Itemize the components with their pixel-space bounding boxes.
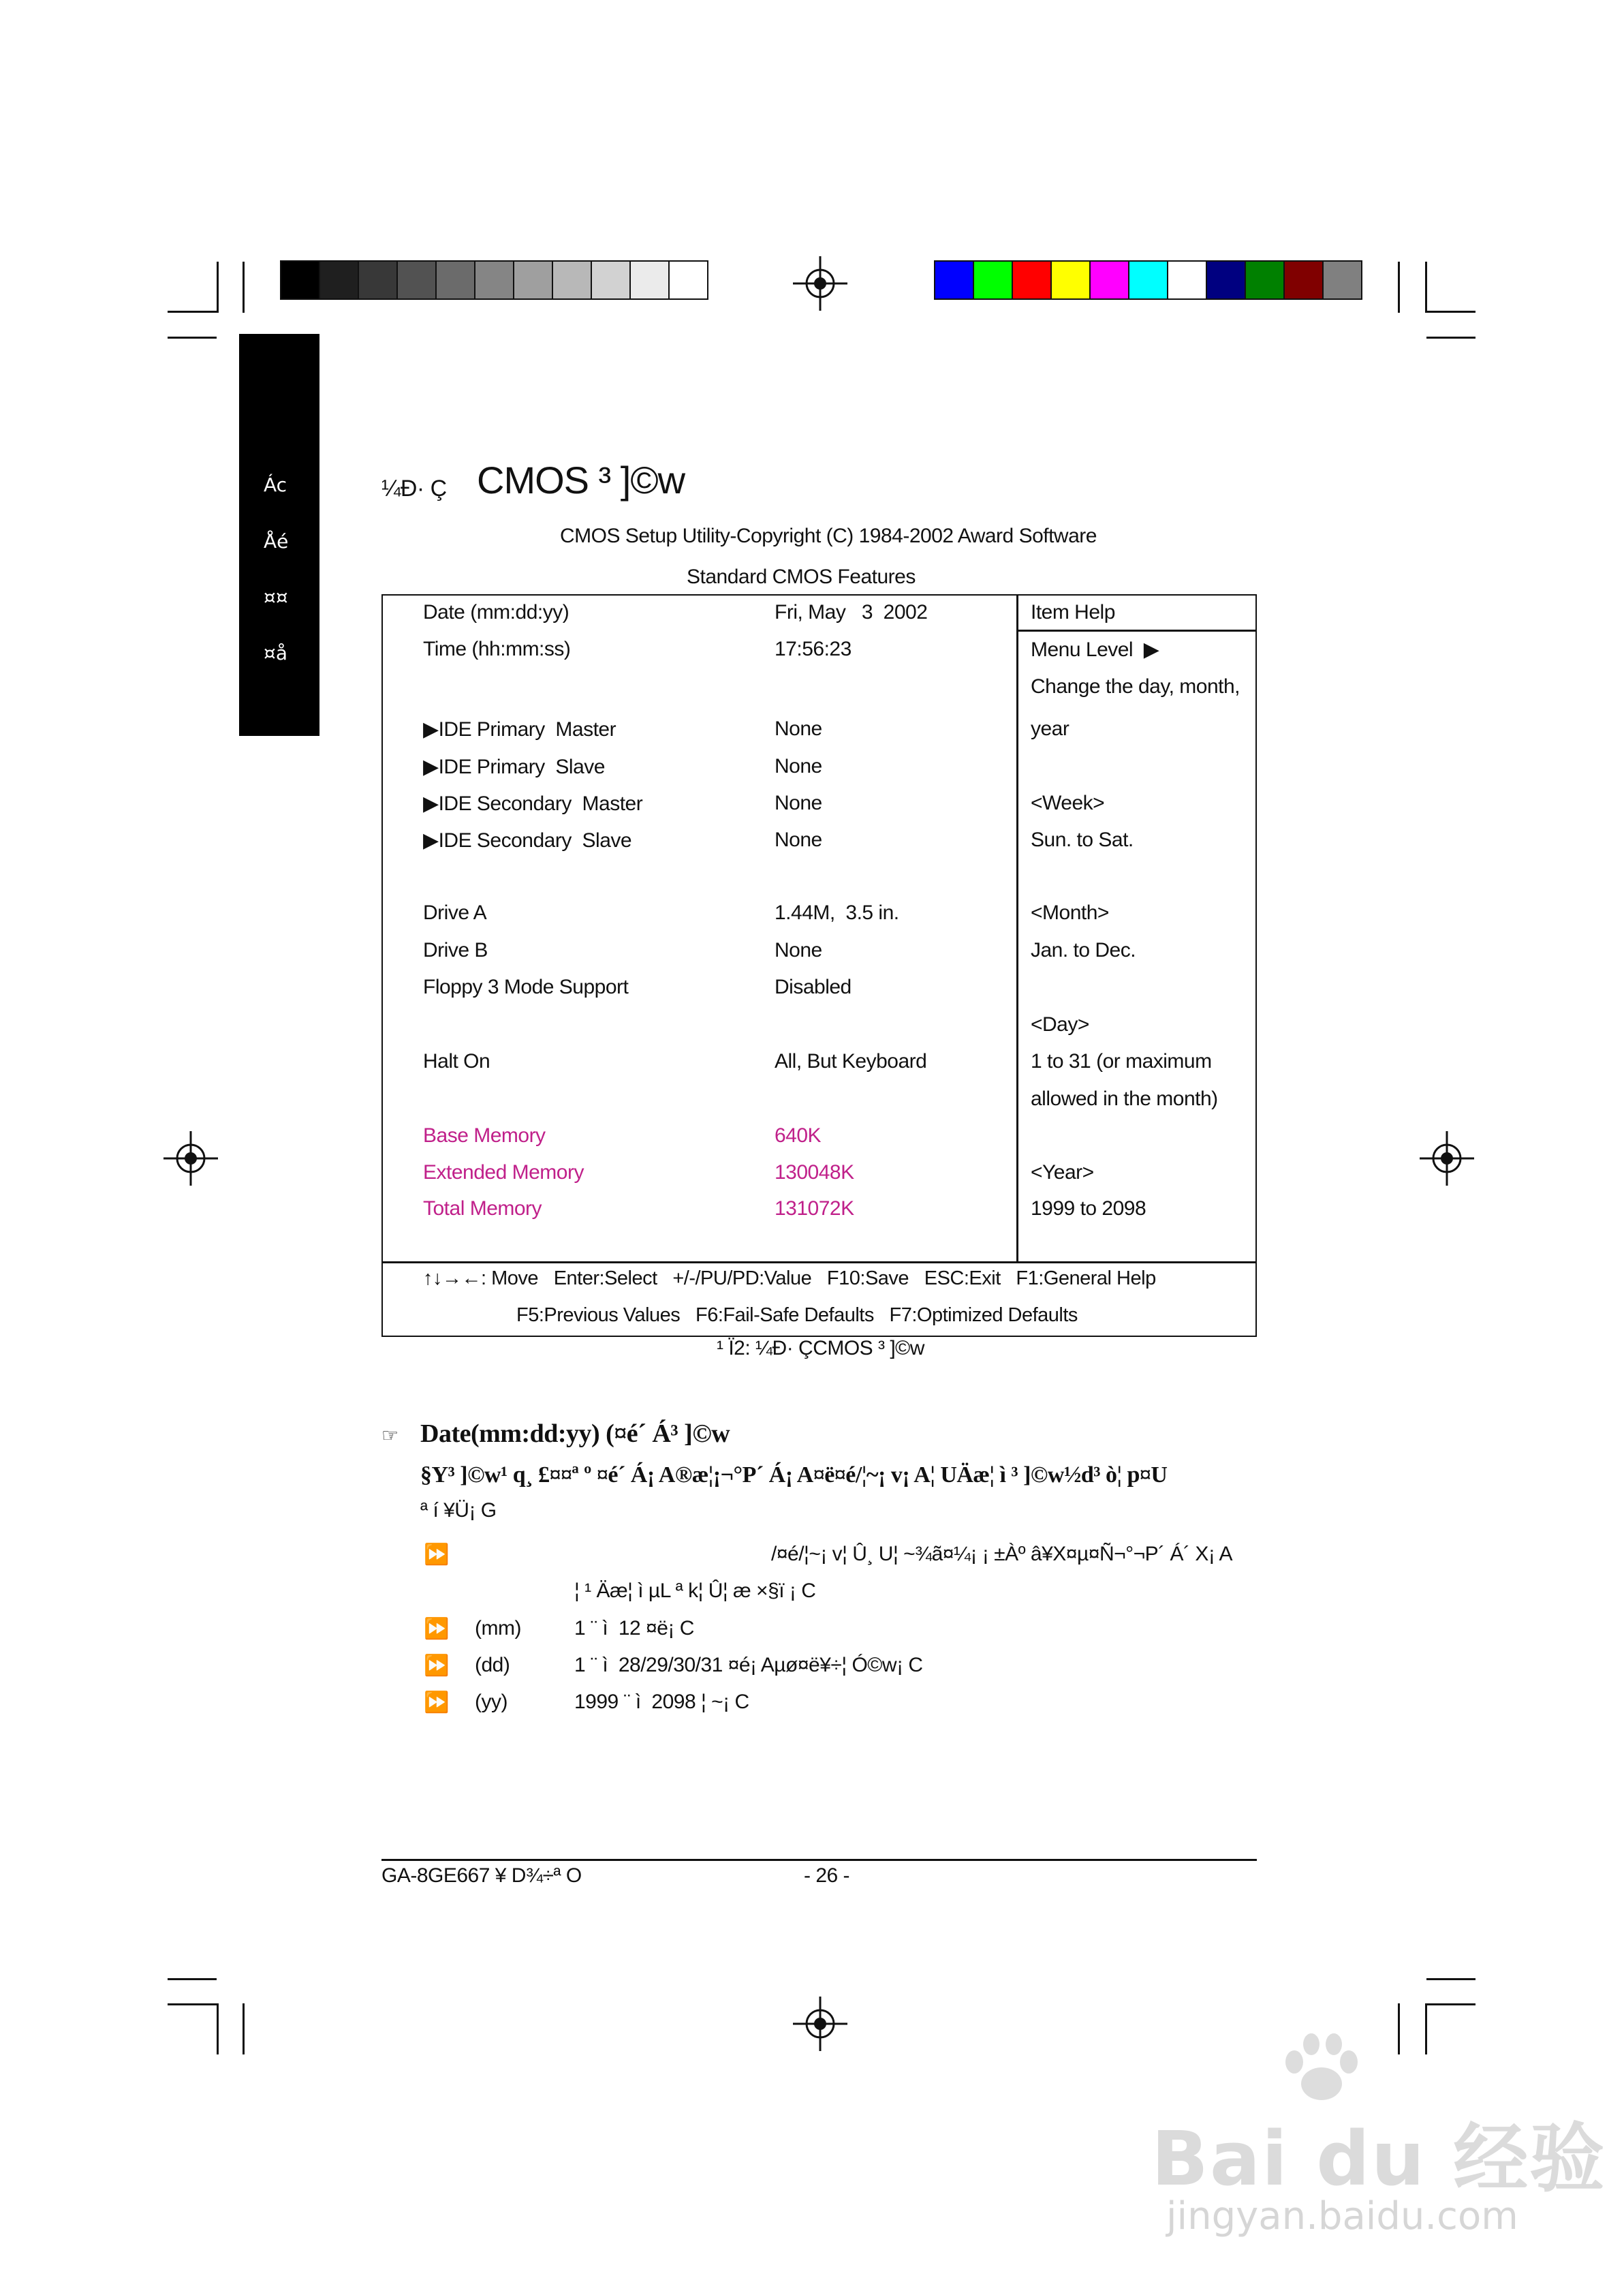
help-line: <Month> [1031,902,1109,924]
calibration-swatch [1089,260,1129,300]
date-section-heading: Date(mm:dd:yy) (¤é´ Á³ ]©w [420,1419,730,1448]
section-title-prefix: ¼Ð· Ç [381,476,447,502]
help-header-rule [1016,630,1257,632]
bios-screen [381,594,1257,1337]
bios-row-value[interactable]: None [775,939,822,961]
bios-row-label[interactable]: Floppy 3 Mode Support [423,976,629,998]
calibration-swatch [1128,260,1168,300]
bios-row-value[interactable]: 1.44M, 3.5 in. [775,902,899,924]
list-item-label: (yy) [475,1691,507,1713]
calibration-swatch [396,260,437,300]
help-line: Menu Level ▶ [1031,638,1159,661]
bios-row-value[interactable]: Fri, May 3 2002 [775,601,928,623]
bios-row-value[interactable]: None [775,755,822,777]
registration-mark-icon [1420,1131,1474,1186]
calibration-swatch [934,260,974,300]
figure-caption: ¹ Ï2: ¼Ð· ÇCMOS ³ ]©w [717,1337,924,1359]
side-tab-label: Åé [264,530,289,553]
bios-row-label[interactable]: ▶IDE Primary Master [423,718,616,741]
list-item-text: 1999 ¨ ì 2098 ¦ ~¡ C [574,1691,749,1713]
paw-logo-icon [1274,2031,1369,2106]
calibration-swatch [1245,260,1285,300]
calibration-swatch [973,260,1013,300]
calibration-swatch [435,260,475,300]
list-item-text: /¤é/¦~¡ v¦ Û¸ U¦ ~¾ã¤¼¡ ¡ ±Àº â¥X¤µ¤Ñ¬°¬P´ Á´ X¡ A [771,1543,1233,1565]
bios-row-label: Base Memory [423,1124,546,1147]
watermark-brand: Bai du 经验 [1151,2115,1606,2202]
footer-rule [381,1859,1257,1861]
submenu-arrow-icon: ▶ [423,829,439,852]
bios-row-label[interactable]: ▶IDE Secondary Master [423,792,643,815]
submenu-arrow-icon: ▶ [423,718,439,741]
bios-row-label[interactable]: Halt On [423,1050,490,1073]
double-arrow-bullet-icon: ⏩ [424,1691,449,1714]
help-line: allowed in the month) [1031,1088,1218,1110]
list-item-text: 1 ¨ ì 12 ¤ë¡ C [574,1617,694,1639]
bios-subtitle: Standard CMOS Features [687,566,916,588]
bios-row-value[interactable]: 17:56:23 [775,638,852,660]
help-line: year [1031,718,1069,740]
double-arrow-bullet-icon: ⏩ [424,1543,449,1566]
watermark-url: jingyan.baidu.com [1166,2194,1518,2238]
calibration-swatch [552,260,592,300]
submenu-arrow-icon: ▶ [423,792,439,815]
bios-row-label[interactable]: ▶IDE Primary Slave [423,756,605,778]
list-item-text: ¦ ¹ Äæ¦ ì µL ª k¦ Û¦ æ ×§ï ¡ C [574,1580,816,1602]
item-help-title: Item Help [1031,601,1115,623]
bios-row-value[interactable]: None [775,718,822,740]
page-number: - 26 - [804,1864,850,1887]
footer-model: GA-8GE667 ¥ D¾÷ª O [381,1864,582,1887]
calibration-swatch [1050,260,1091,300]
section-title: CMOS ³ ]©w [477,459,685,502]
registration-mark-icon [163,1131,218,1186]
date-section-paragraph: ª í ¥Ü¡ G [420,1499,497,1522]
bios-row-value: 130048K [775,1161,854,1184]
bios-divider [381,1261,1257,1263]
calibration-swatch [319,260,359,300]
bios-row-value: 640K [775,1124,822,1147]
help-line: <Year> [1031,1161,1094,1184]
bios-row-value[interactable]: None [775,829,822,851]
registration-mark-icon [793,1997,847,2051]
side-tab-label: ¤å [264,642,287,664]
help-line: Change the day, month, [1031,675,1240,698]
help-line: 1 to 31 (or maximum [1031,1050,1212,1073]
bios-keys-line-1: ↑↓→←: Move Enter:Select +/-/PU/PD:Value F10:Save ESC:Exit F1:General Help [423,1267,1156,1289]
bios-row-label[interactable]: Time (hh:mm:ss) [423,638,571,660]
side-tab-label: Ác [264,474,287,496]
bios-row-value: 131072K [775,1197,854,1220]
calibration-swatch [513,260,553,300]
help-line: 1999 to 2098 [1031,1197,1146,1220]
pointing-hand-icon: ☞ [381,1425,399,1446]
registration-mark-icon [793,256,847,311]
list-item-label: (dd) [475,1654,510,1676]
calibration-swatch [1206,260,1246,300]
bios-header: CMOS Setup Utility-Copyright (C) 1984-2002 Award Software [560,525,1097,547]
bios-row-value[interactable]: All, But Keyboard [775,1050,927,1073]
bios-row-label: Total Memory [423,1197,542,1220]
help-line: <Week> [1031,792,1105,814]
bios-keys-line-2: F5:Previous Values F6:Fail-Safe Defaults F7:Optimized Defaults [516,1304,1078,1326]
calibration-swatch [358,260,398,300]
calibration-swatch [474,260,514,300]
double-arrow-bullet-icon: ⏩ [424,1654,449,1677]
help-line: Jan. to Dec. [1031,939,1136,961]
side-tab-label: ¤¤ [264,586,288,609]
list-item-text: 1 ¨ ì 28/29/30/31 ¤é¡ Aµø¤ë¥÷¦ Ó©w¡ C [574,1654,923,1676]
bios-row-label[interactable]: Drive A [423,902,487,924]
bios-row-label[interactable]: Drive B [423,939,488,961]
chapter-side-tab [239,334,319,736]
calibration-swatch [591,260,631,300]
calibration-swatch [1012,260,1052,300]
calibration-swatch [629,260,670,300]
help-line: Sun. to Sat. [1031,829,1134,851]
bios-divider [1016,594,1018,1262]
submenu-arrow-icon: ▶ [423,756,439,778]
bios-row-value[interactable]: None [775,792,822,814]
bios-row-label: Extended Memory [423,1161,584,1184]
bios-row-label[interactable]: ▶IDE Secondary Slave [423,829,632,852]
calibration-swatch [1283,260,1324,300]
bios-row-value[interactable]: Disabled [775,976,852,998]
list-item-label: (mm) [475,1617,521,1639]
date-section-paragraph: §Y³ ]©w¹ q¸ £¤¤ª º ¤é´ Á¡ A®æ¦¡¬°P´ Á¡ A¤ë¤é/¦~¡ v¡ A¦ UÄæ¦ ì ³ ]©w½d³ ò¦ p¤U [420,1462,1168,1488]
calibration-swatch [1322,260,1362,300]
help-line: <Day> [1031,1013,1089,1036]
double-arrow-bullet-icon: ⏩ [424,1618,449,1640]
bios-row-label[interactable]: Date (mm:dd:yy) [423,601,569,623]
calibration-swatch [280,260,320,300]
calibration-swatch [668,260,708,300]
calibration-swatch [1167,260,1207,300]
